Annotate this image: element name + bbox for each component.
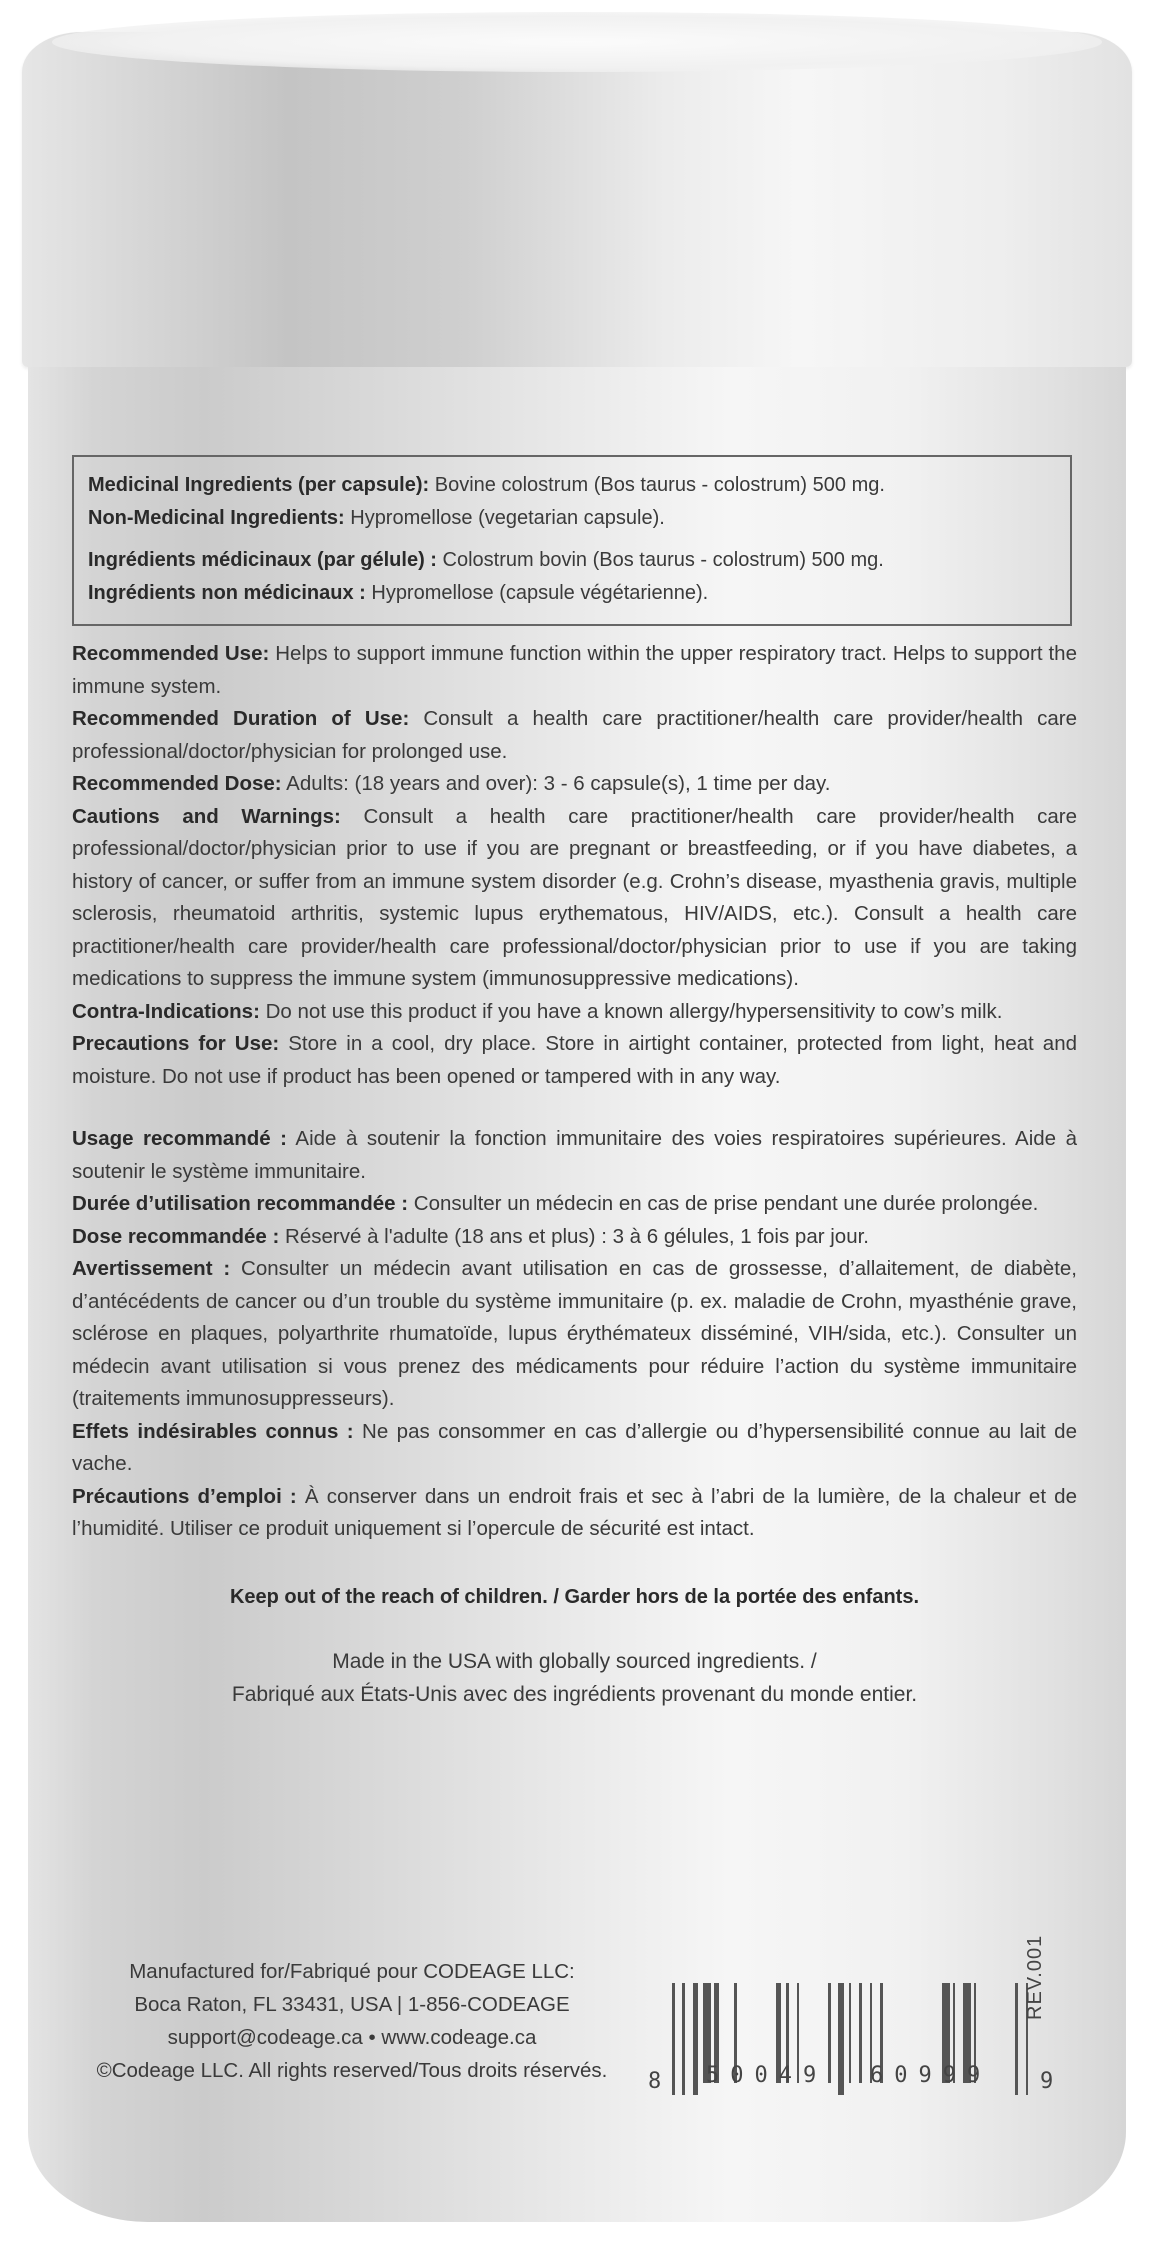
keep-out-of-reach-warning: Keep out of the reach of children. / Garder hors de la portée des enfants. [229,1585,920,1608]
barcode-bar [838,1983,843,2095]
barcode-bar [693,1983,698,2095]
ingredient-line: Medicinal Ingredients (per capsule): Bovine colostrum (Bos taurus - colostrum) 500 mg. [88,474,885,496]
french-directions [72,1123,1077,1546]
info-paragraph: Recommended Dose: Adults: (18 years and over): 3 - 6 capsule(s), 1 time per day. [72,772,831,795]
ingredient-line: Non-Medicinal Ingredients: Hypromellose (vegetarian capsule). [88,507,665,529]
ingredient-line: Ingrédients médicinaux (par gélule) : Colostrum bovin (Bos taurus - colostrum) 500 mg. [88,549,884,571]
info-paragraph: Précautions d’emploi : À conserver dans un endroit frais et sec à l’abri de la lumière, de la chaleur et de l’humidité. Utiliser ce produit uniquement si l’opercule de sécurité est intact. [72,1484,1077,1540]
upc-barcode [648,1967,1054,2097]
bottle-cap-top [52,12,1102,72]
english-directions [72,638,1077,1093]
product-label [72,455,1077,1711]
ingredient-line: Ingrédients non médicinaux : Hypromellose (capsule végétarienne). [88,582,709,604]
barcode-right-group: 60999 [870,2063,992,2088]
barcode-bar [682,1983,685,2095]
info-paragraph: Recommended Duration of Use: Consult a health care practitioner/health care provider/health care professional/doctor/physician for prolonged use. [72,707,1077,763]
barcode-bar [672,1983,675,2095]
bottle-cap [22,32,1132,367]
label-footer [72,1955,1077,2095]
barcode-first-digit: 8 [648,2069,662,2094]
barcode-bar [828,1983,831,2083]
info-paragraph: Contra-Indications: Do not use this product if you have a known allergy/hypersensitivity to cow’s milk. [72,999,1003,1023]
barcode-bar [859,1983,862,2083]
info-paragraph: Cautions and Warnings: Consult a health care practitioner/health care provider/health care professional/doctor/physician prior to use if you are pregnant or breastfeeding, or if you have diabetes, a history of cancer, or suffer from an immune system disorder (e.g. Crohn’s disease, myasthenia gravis, multiple sclerosis, rheumatoid arthritis, systemic lupus erythematous, HIV/AIDS, etc.). Consult a health care practitioner/health care provider/health care professional/doctor/physician prior to use if you are taking medications to suppress the immune system (immunosuppressive medications). [72,804,1077,990]
made-in-statement: Made in the USA with globally sourced ingredients. / Fabriqué aux États-Unis avec des ingrédients provenant du monde entier. [231,1649,918,1706]
ingredients-box [72,455,1072,626]
barcode-bar [1015,1983,1018,2095]
info-paragraph: Effets indésirables connus : Ne pas consommer en cas d’allergie ou d’hypersensibilité connue au lait de vache. [72,1419,1077,1475]
info-paragraph: Dose recommandée : Réservé à l'adulte (18 ans et plus) : 3 à 6 gélules, 1 fois par jour. [72,1224,869,1248]
info-paragraph: Durée d’utilisation recommandée : Consulter un médecin en cas de prise pendant une durée prolongée. [72,1192,1039,1215]
barcode-bar [849,1983,852,2083]
revision-code: REV.001 [1024,1934,1046,2020]
info-paragraph: Avertissement : Consulter un médecin avant utilisation en cas de grossesse, d’allaitement, de diabète, d’antécédents de cancer ou d’un trouble du système immunitaire (p. ex. maladie de Crohn, myasthénie grave, sclérose en plaques, polyarthrite rhumatoïde, lupus érythémateux disséminé, VIH/sida, etc.). Consulter un médecin avant utilisation si vous prenez des médicaments pour réduire l’action du système immunitaire (traitements immunosuppresseurs). [72,1257,1077,1410]
info-paragraph: Usage recommandé : Aide à soutenir la fonction immunitaire des voies respiratoires supérieures. Aide à soutenir le système immunitaire. [72,1127,1077,1183]
manufacturer-info: Manufactured for/Fabriqué pour CODEAGE LLC: Boca Raton, FL 33431, USA | 1-856-CODEAGE support@codeage.ca • www.codeage.ca ©Codeage LLC. All rights reserved/Tous droits réservés. [96,1960,608,2082]
info-paragraph: Precautions for Use: Store in a cool, dry place. Store in airtight container, protected from light, heat and moisture. Do not use if product has been opened or tampered with in any way. [72,1032,1077,1088]
barcode-left-group: 50049 [706,2063,828,2088]
barcode-last-digit: 9 [1040,2069,1054,2094]
info-paragraph: Recommended Use: Helps to support immune function within the upper respiratory tract. Helps to support the immune system. [72,642,1077,698]
